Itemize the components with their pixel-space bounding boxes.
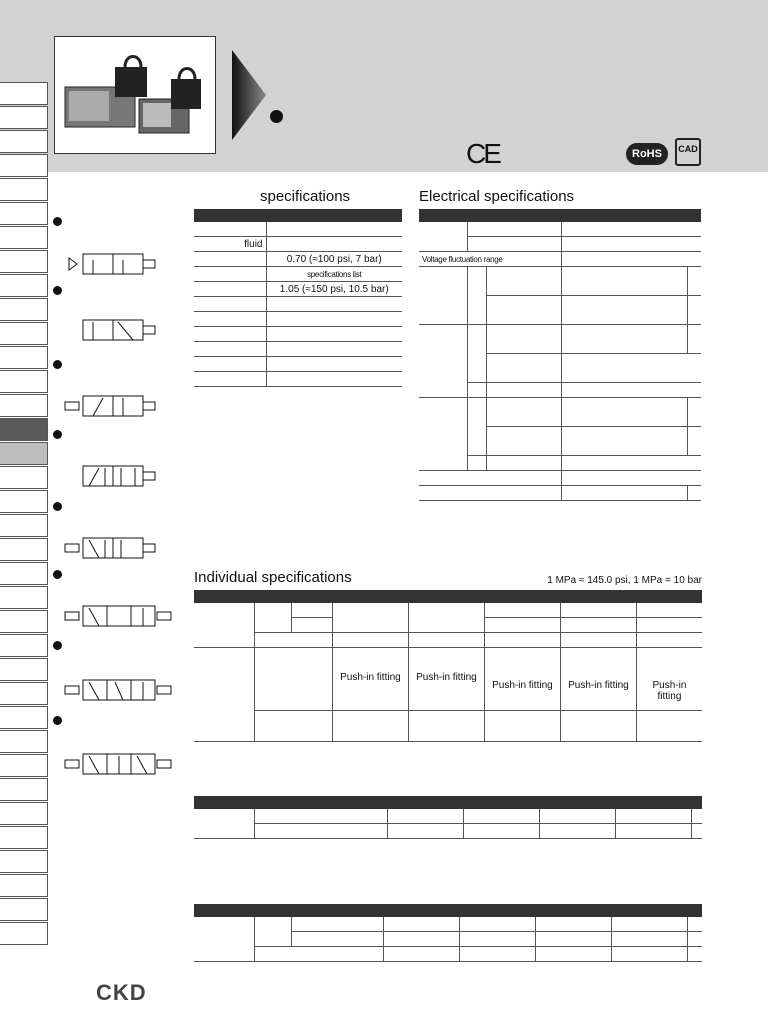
index-tab[interactable] [0, 82, 48, 105]
table-row [194, 327, 402, 342]
product-photo [54, 36, 216, 154]
index-tab[interactable] [0, 514, 48, 537]
valve-symbol-5port-double-icon [63, 536, 163, 560]
index-tab[interactable] [0, 898, 48, 921]
index-tab[interactable] [0, 346, 48, 369]
symbol-bullet-icon [53, 430, 62, 439]
table-row [419, 267, 701, 296]
symbol-bullet-icon [53, 570, 62, 579]
index-tab[interactable] [0, 682, 48, 705]
valve-symbol-2pos-icon [63, 318, 163, 342]
specifications-title: specifications [260, 188, 351, 205]
index-tab[interactable] [0, 538, 48, 561]
table-row [194, 222, 402, 237]
specifications-table [194, 209, 402, 387]
index-tab[interactable] [0, 610, 48, 633]
index-tab[interactable] [0, 850, 48, 873]
symbol-bullet-icon [53, 286, 62, 295]
index-tab[interactable] [0, 586, 48, 609]
header-arrow-icon [232, 50, 266, 140]
index-tab[interactable] [0, 442, 48, 465]
table-row: fluid [194, 237, 402, 252]
index-tab[interactable] [0, 226, 48, 249]
index-tab[interactable] [0, 298, 48, 321]
index-tabs [0, 82, 48, 946]
valve-symbol-3pos-icon [63, 678, 175, 702]
index-tab[interactable] [0, 154, 48, 177]
table-row [194, 809, 702, 824]
push-in-fitting-label: Push-in fitting [636, 648, 702, 711]
rohs-badge: RoHS [626, 143, 668, 165]
table-row [419, 252, 701, 267]
table-row [194, 947, 702, 962]
table-row [194, 312, 402, 327]
table-row [194, 603, 702, 618]
symbol-bullet-icon [53, 716, 62, 725]
table-row [194, 372, 402, 387]
table-row [419, 222, 701, 237]
index-tab[interactable] [0, 706, 48, 729]
table-row [419, 325, 701, 354]
push-in-fitting-label: Push-in fitting [560, 648, 636, 711]
valve-symbol-3pos-icon [63, 752, 175, 776]
push-in-fitting-label: Push-in fitting [408, 648, 484, 711]
ckd-logo: CKD [96, 980, 147, 1005]
index-tab[interactable] [0, 106, 48, 129]
symbol-bullet-icon [53, 502, 62, 511]
index-tab[interactable] [0, 370, 48, 393]
index-tab[interactable] [0, 490, 48, 513]
table-row [419, 471, 701, 486]
individual-table [194, 590, 702, 742]
table-row [194, 648, 702, 711]
table-row [194, 357, 402, 372]
index-tab[interactable] [0, 754, 48, 777]
table-row [194, 342, 402, 357]
table-row [419, 486, 701, 501]
index-tab[interactable] [0, 274, 48, 297]
cad-badge: CAD [675, 138, 701, 166]
symbol-bullet-icon [53, 360, 62, 369]
individual-table-3 [194, 904, 702, 962]
valve-symbol-2pos-icon [63, 252, 163, 276]
table-row [194, 824, 702, 839]
index-tab[interactable] [0, 778, 48, 801]
push-in-fitting-label: Push-in fitting [332, 648, 408, 711]
index-tab[interactable] [0, 466, 48, 489]
valve-symbol-3pos-icon [63, 604, 175, 628]
voltage-fluctuation-label: Voltage fluctuation range [419, 252, 562, 267]
individual-table-2 [194, 796, 702, 839]
index-tab[interactable] [0, 658, 48, 681]
individual-title: Individual specifications [194, 569, 352, 586]
electrical-title: Electrical specifications [419, 188, 575, 205]
title-bullet-icon [270, 110, 283, 123]
index-tab[interactable] [0, 874, 48, 897]
symbol-bullet-icon [53, 641, 62, 650]
index-tab[interactable] [0, 802, 48, 825]
index-tab[interactable] [0, 730, 48, 753]
index-tab[interactable] [0, 130, 48, 153]
symbol-bullet-icon [53, 217, 62, 226]
valve-symbol-double-icon [63, 394, 163, 418]
index-tab[interactable] [0, 562, 48, 585]
index-tab[interactable] [0, 922, 48, 945]
table-row: 0.70 (≈100 psi, 7 bar) [194, 252, 402, 267]
index-tab-active[interactable] [0, 418, 48, 441]
push-in-fitting-label: Push-in fitting [484, 648, 560, 711]
index-tab[interactable] [0, 394, 48, 417]
index-tab[interactable] [0, 826, 48, 849]
table-row [194, 917, 702, 932]
table-row [194, 633, 702, 648]
table-row: specifications list [194, 267, 402, 282]
table-row [419, 398, 701, 427]
index-tab[interactable] [0, 178, 48, 201]
table-row [194, 297, 402, 312]
valve-symbol-5port-icon [63, 464, 163, 488]
table-row [194, 711, 702, 742]
index-tab[interactable] [0, 202, 48, 225]
table-row: 1.05 (≈150 psi, 10.5 bar) [194, 282, 402, 297]
conversion-note: 1 MPa ≈ 145.0 psi, 1 MPa = 10 bar [547, 575, 702, 586]
index-tab[interactable] [0, 322, 48, 345]
index-tab[interactable] [0, 634, 48, 657]
index-tab[interactable] [0, 250, 48, 273]
electrical-table [419, 209, 701, 501]
ce-mark: CE [466, 138, 499, 169]
